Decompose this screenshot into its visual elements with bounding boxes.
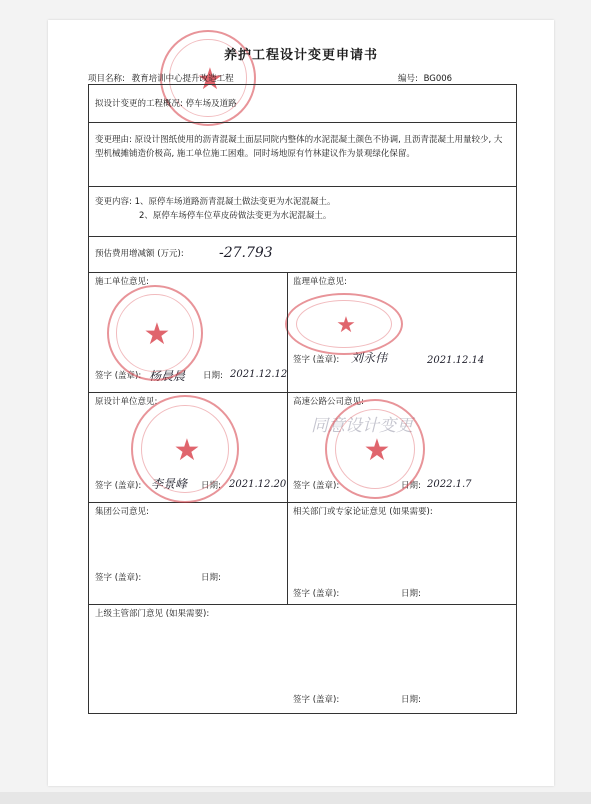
construction-sign-label: 签字 (盖章): (95, 371, 142, 381)
cost-label: 预估费用增减额 (万元): (95, 249, 184, 259)
superior-sign-label: 签字 (盖章): (293, 695, 340, 705)
construction-unit-seal: ★ (107, 285, 203, 381)
highway-company-sign-label: 签字 (盖章): (293, 481, 340, 491)
reason-text: 变更理由: 原设计图纸使用的沥青混凝土面层同院内整体的水泥混凝土颜色不协调, 且沥青混凝土用量较少, 大型机械摊铺造价极高, 施工单位施工困难。同时场地原有竹林建议作为景观绿化保留。 (95, 135, 503, 159)
highway-company-date-label: 日期: (401, 481, 421, 491)
content-item-2: 2、原停车场停车位草皮砖做法变更为水泥混凝土。 (139, 211, 332, 221)
construction-label: 施工单位意见: (95, 277, 149, 287)
supervision-date: 2021.12.14 (427, 355, 485, 366)
number-line (398, 72, 452, 84)
construction-date-label: 日期: (203, 371, 223, 381)
document-number: BG006 (423, 74, 453, 84)
supervision-signature: 刘永伟 (351, 351, 388, 365)
project-line (88, 72, 234, 84)
original-design-signature: 李景峰 (151, 477, 188, 491)
top-seal-stamp: ★ (160, 30, 256, 126)
original-design-date-label: 日期: (201, 481, 221, 491)
related-departments-sign-label: 签字 (盖章): (293, 589, 340, 599)
highway-company-opinion: 同意设计变更 (311, 416, 413, 436)
group-company-label: 集团公司意见: (95, 507, 149, 517)
superior-department-label: 上级主管部门意见 (如果需要): (95, 609, 210, 619)
application-form-page (48, 20, 554, 786)
original-design-date: 2021.12.20 (229, 479, 287, 490)
cost-value: -27.793 (219, 245, 273, 261)
reason-row (89, 123, 516, 187)
form-table (88, 84, 517, 714)
cost-row (89, 237, 516, 273)
original-design-sign-label: 签字 (盖章): (95, 481, 142, 491)
construction-signature: 杨晨晨 (149, 369, 186, 383)
superior-date-label: 日期: (401, 695, 421, 705)
supervision-sign-label: 签字 (盖章): (293, 355, 340, 365)
design-highway-row (89, 393, 516, 503)
content-label: 变更内容: (95, 197, 132, 207)
project-name: 教育培训中心提升改造工程 (131, 74, 234, 84)
content-row (89, 187, 516, 237)
overview-label: 拟设计变更的工程概况: (95, 99, 183, 109)
group-company-date-label: 日期: (201, 573, 221, 583)
supervision-label: 监理单位意见: (293, 277, 347, 287)
supervision-unit-seal: ★ (285, 293, 403, 355)
original-design-seal: ★ (131, 395, 239, 503)
group-company-sign-label: 签字 (盖章): (95, 573, 142, 583)
related-departments-date-label: 日期: (401, 589, 421, 599)
project-label: 项目名称: (88, 74, 125, 84)
overview-row (89, 85, 516, 123)
original-design-label: 原设计单位意见: (95, 397, 158, 407)
group-related-row (89, 503, 516, 605)
highway-company-label: 高速公路公司意见: (293, 397, 364, 407)
number-label: 编号: (398, 74, 418, 84)
superior-row (89, 605, 516, 715)
document-title: 养护工程设计变更申请书 (223, 48, 378, 63)
column-divider (287, 273, 288, 605)
content-item-1: 1、原停车场道路沥青混凝土做法变更为水泥混凝土。 (134, 197, 336, 207)
highway-company-date: 2022.1.7 (427, 479, 472, 490)
viewer-bottom-bar (0, 792, 591, 804)
highway-company-seal: ★ (325, 399, 425, 499)
construction-supervision-row (89, 273, 516, 393)
related-departments-label: 相关部门或专家论证意见 (如果需要): (293, 507, 433, 517)
construction-date: 2021.12.12 (230, 369, 288, 380)
overview-value: 停车场及道路 (185, 99, 237, 109)
